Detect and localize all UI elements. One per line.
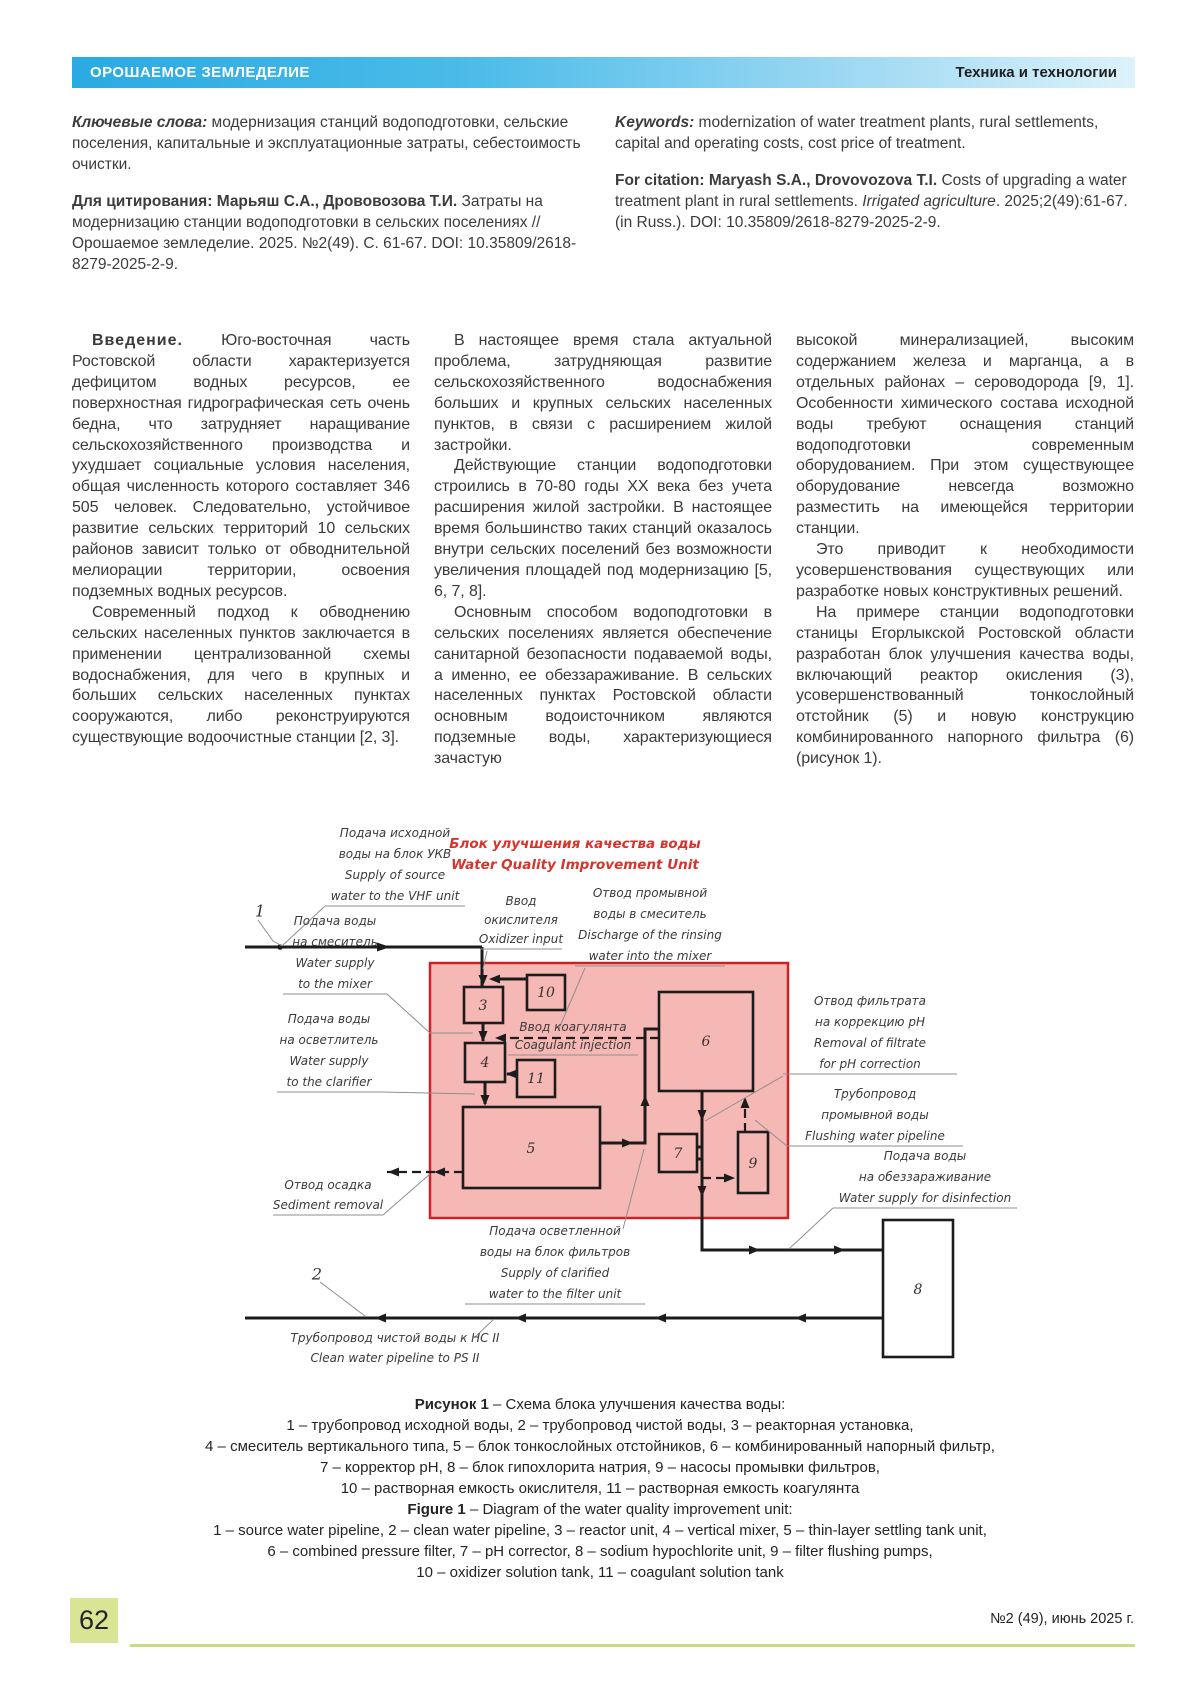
num-10: 10 [537,985,555,1001]
label-flushing-pipeline [805,1087,945,1143]
num-9: 9 [748,1156,758,1172]
caption-ru-line: 10 – растворная емкость окислителя, 11 – растворная емкость коагулянта [340,1480,860,1497]
keywords-en-text: modernization of water treatment plants, rural settlements, capital and operating costs, cost price of treatment. [615,114,1099,152]
num-pipe-1: 1 [254,901,266,921]
caption-ru-line: 1 – трубопровод исходной воды, 2 – трубопровод чистой воды, 3 – реакторная установка, [286,1417,914,1434]
meta-row [72,112,1135,275]
svg-text:воды на блок фильтров: воды на блок фильтров [479,1245,631,1259]
caption-ru-line: 7 – корректор рН, 8 – блок гипохлорита натрия, 9 – насосы промывки фильтров, [320,1459,880,1476]
svg-text:окислителя: окислителя [484,913,558,927]
caption-ru-rest: – Схема блока улучшения качества воды: [488,1396,786,1413]
svg-text:Sediment removal: Sediment removal [272,1198,384,1212]
citation-ru-authors: Марьяш С.А., Дрововозова Т.И. [212,193,458,210]
body-column-2 [434,331,772,818]
diagram-title-en: Water Quality Improvement Unit [451,857,699,873]
svg-text:Отвод осадка: Отвод осадка [284,1178,372,1192]
keywords-ru [72,112,592,175]
svg-text:на обеззараживание: на обеззараживание [858,1170,992,1184]
caption-en-line: 6 – combined pressure filter, 7 – pH corrector, 8 – sodium hypochlorite unit, 9 – filter flushing pumps, [267,1543,933,1560]
issue-info: №2 (49), июнь 2025 г. [990,1611,1134,1627]
diagram-title-ru: Блок улучшения качества воды [449,836,701,852]
caption-en-line: 1 – source water pipeline, 2 – clean water pipeline, 3 – reactor unit, 4 – vertical mixer, 5 – thin-layer settling tank unit, [213,1522,987,1539]
svg-text:to the clarifier: to the clarifier [286,1075,372,1089]
svg-text:water into the mixer: water into the mixer [588,949,712,963]
paragraph: Это приводит к необходимости усовершенствования существующих или разработке новых конструктивных решений. [796,541,1134,600]
paragraph: высокой минерализацией, высоким содержанием железа и марганца, а в отдельных районах – сероводорода [9, 1]. Особенности химического состава исходной воды требуют оснащения станций водоподготовки современным оборудованием. При этом существующее оборудование невсегда возможно разместить на имеющейся территории станции. [796,332,1134,538]
caption-ru-bold: Рисунок 1 [414,1396,489,1413]
intro-lead: Введение. [92,332,183,349]
svg-text:Removal of filtrate: Removal of filtrate [814,1036,926,1050]
caption-en-bold: Figure 1 [407,1501,466,1518]
keywords-ru-text: модернизация станций водоподготовки, сельские поселения, капитальные и эксплуатационные затраты, себестоимость очистки. [72,114,581,173]
svg-text:Отвод фильтрата: Отвод фильтрата [813,994,927,1008]
keywords-ru-label: Ключевые слова: [72,114,208,131]
svg-text:промывной воды: промывной воды [821,1108,929,1122]
svg-text:Подача исходной: Подача исходной [339,826,451,840]
svg-text:water to the VHF unit: water to the VHF unit [330,889,460,903]
svg-text:Supply of source: Supply of source [344,868,446,882]
svg-text:Coagulant injection: Coagulant injection [514,1038,632,1052]
label-filtrate-removal [814,994,926,1071]
meta-column-en [615,112,1135,275]
header-bar [72,57,1135,88]
num-pipe-2: 2 [311,1264,323,1284]
svg-text:Ввод: Ввод [505,894,537,908]
caption-en-title [60,1499,1140,1520]
svg-text:воды на блок УКВ: воды на блок УКВ [338,847,452,861]
svg-text:Подача осветленной: Подача осветленной [489,1224,621,1238]
svg-text:на смеситель: на смеситель [292,935,378,949]
citation-en-authors: Maryash S.A., Drovovozova T.I. [704,172,938,189]
svg-text:Discharge of the rinsing: Discharge of the rinsing [578,928,722,942]
num-4: 4 [480,1055,490,1071]
num-3: 3 [478,998,488,1014]
paragraph-text: Юго-восточная часть Ростовской области характеризуется дефицитом водных ресурсов, ее поверхностная гидрографическая сеть очень бедна, что затрудняет наращивание сельскохозяйственного производства и ухудшает социальные условия населения, общая численность которого составляет 346 505 человек. Следовательно, устойчивое развитие сельских территорий 10 сельских районов зависит только от обводнительной мелиорации территории, освоения подземных водных ресурсов. [72,332,410,600]
svg-text:water to the filter unit: water to the filter unit [488,1287,622,1301]
svg-text:Water supply for disinfection: Water supply for disinfection [838,1191,1012,1205]
num-5: 5 [526,1141,536,1157]
svg-text:Ввод коагулянта: Ввод коагулянта [519,1020,627,1034]
caption-ru-line: 4 – смеситель вертикального типа, 5 – блок тонкослойных отстойников, 6 – комбинированный напорный фильтр, [205,1438,995,1455]
diagram-title [449,836,701,873]
citation-ru [72,191,592,275]
label-disinfection-supply [839,1149,1011,1205]
svg-text:воды в смеситель: воды в смеситель [593,907,707,921]
label-rinse-discharge [578,886,722,963]
svg-text:Flushing water pipeline: Flushing water pipeline [805,1129,945,1143]
page-number: 62 [78,1605,110,1635]
label-clarifier-supply [280,1012,379,1089]
svg-text:Трубопровод: Трубопровод [833,1087,917,1101]
caption-en-line: 10 – oxidizer solution tank, 11 – coagulant solution tank [416,1564,784,1581]
paragraph: Современный подход к обводнению сельских населенных пунктов заключается в применении централизованной схемы водоснабжения, для чего в крупных и больших сельских населенных пунктах сооружаются, либо реконструируются существующие водоочистные станции [2, 3]. [72,603,410,747]
paragraph: Основным способом водоподготовки в сельских поселениях является обеспечение санитарной безопасности подаваемой воды, а именно, ее обеззараживание. В сельских населенных пунктах Ростовской области основным водоисточником являются подземные воды, характеризующиеся зачастую [434,603,772,768]
article-body [72,331,1135,818]
section-title: Техника и технологии [955,64,1117,81]
journal-title: ОРОШАЕМОЕ ЗЕМЛЕДЕЛИЕ [90,64,310,81]
num-6: 6 [701,1034,711,1050]
figure-1-diagram [225,765,1115,1380]
page-number-badge [70,1598,118,1643]
num-7: 7 [673,1146,683,1162]
caption-en-rest: – Diagram of the water quality improvement unit: [465,1501,793,1518]
citation-en-journal: Irrigated agriculture [862,193,996,210]
svg-text:Supply of clarified: Supply of clarified [500,1266,610,1280]
paragraph-intro [72,331,410,603]
caption-ru-title [60,1394,1140,1415]
figure-caption [60,1394,1140,1583]
citation-en [615,170,1135,233]
svg-text:Подача воды: Подача воды [287,1012,371,1026]
svg-text:Water supply: Water supply [289,1054,369,1068]
paragraph: В настоящее время стала актуальной проблема, затрудняющая развитие сельскохозяйственного водоснабжения больших и крупных сельских населенных пунктов, в связи с расширением жилой застройки. [434,332,772,454]
label-clarified-supply [480,1224,630,1301]
svg-text:Подача воды: Подача воды [883,1149,967,1163]
citation-en-tail: . 2025;2(49):61-67. (in Russ.). DOI: 10.35809/2618-8279-2025-2-9. [615,193,1128,231]
svg-text:for pH correction: for pH correction [819,1057,921,1071]
citation-en-text: Costs of upgrading a water treatment plant in rural settlements. [615,172,1127,210]
label-mixer-supply [292,914,378,991]
keywords-en-label: Keywords: [615,114,695,131]
num-8: 8 [913,1282,923,1298]
svg-text:Oxidizer input: Oxidizer input [478,932,564,946]
footer-rule [130,1644,1135,1647]
label-sediment-removal [273,1178,384,1212]
svg-text:Трубопровод чистой воды к НС I: Трубопровод чистой воды к НС II [290,1331,500,1345]
body-column-1 [72,331,410,818]
svg-text:Clean water pipeline to PS II: Clean water pipeline to PS II [310,1351,480,1365]
label-oxidizer-input [479,894,564,946]
label-clean-water-pipeline [291,1331,500,1365]
svg-text:Подача воды: Подача воды [293,914,377,928]
citation-ru-text: Затраты на модернизацию станции водоподготовки в сельских поселениях // Орошаемое земледелие. 2025. №2(49). С. 61-67. DOI: 10.35809/2618-8279-2025-2-9. [72,193,577,273]
svg-text:на осветлитель: на осветлитель [279,1033,379,1047]
svg-text:Отвод промывной: Отвод промывной [592,886,708,900]
keywords-en [615,112,1135,154]
body-column-3 [796,331,1134,818]
paragraph: Действующие станции водоподготовки строились в 70-80 годы ХХ века без учета расширения жилой застройки. В настоящее время большинство таких станций оказалось внутри сельских поселений без возможности увеличения площадей под модернизацию [5, 6, 7, 8]. [434,457,772,600]
label-source-supply [331,826,461,903]
meta-column-ru [72,112,592,275]
svg-text:to the mixer: to the mixer [298,977,372,991]
num-11: 11 [527,1071,545,1087]
citation-ru-label: Для цитирования: [72,193,213,210]
citation-en-label: For citation: [615,172,705,189]
svg-text:Water supply: Water supply [295,956,375,970]
svg-text:на коррекцию рН: на коррекцию рН [815,1015,925,1029]
paragraph: На примере станции водоподготовки станицы Егорлыкской Ростовской области разработан блок улучшения качества воды, включающий реактор окисления (3), усовершенствованный тонкослойный отстойник (5) и новую конструкцию комбинированного напорного фильтра (6) (рисунок 1). [796,603,1134,768]
